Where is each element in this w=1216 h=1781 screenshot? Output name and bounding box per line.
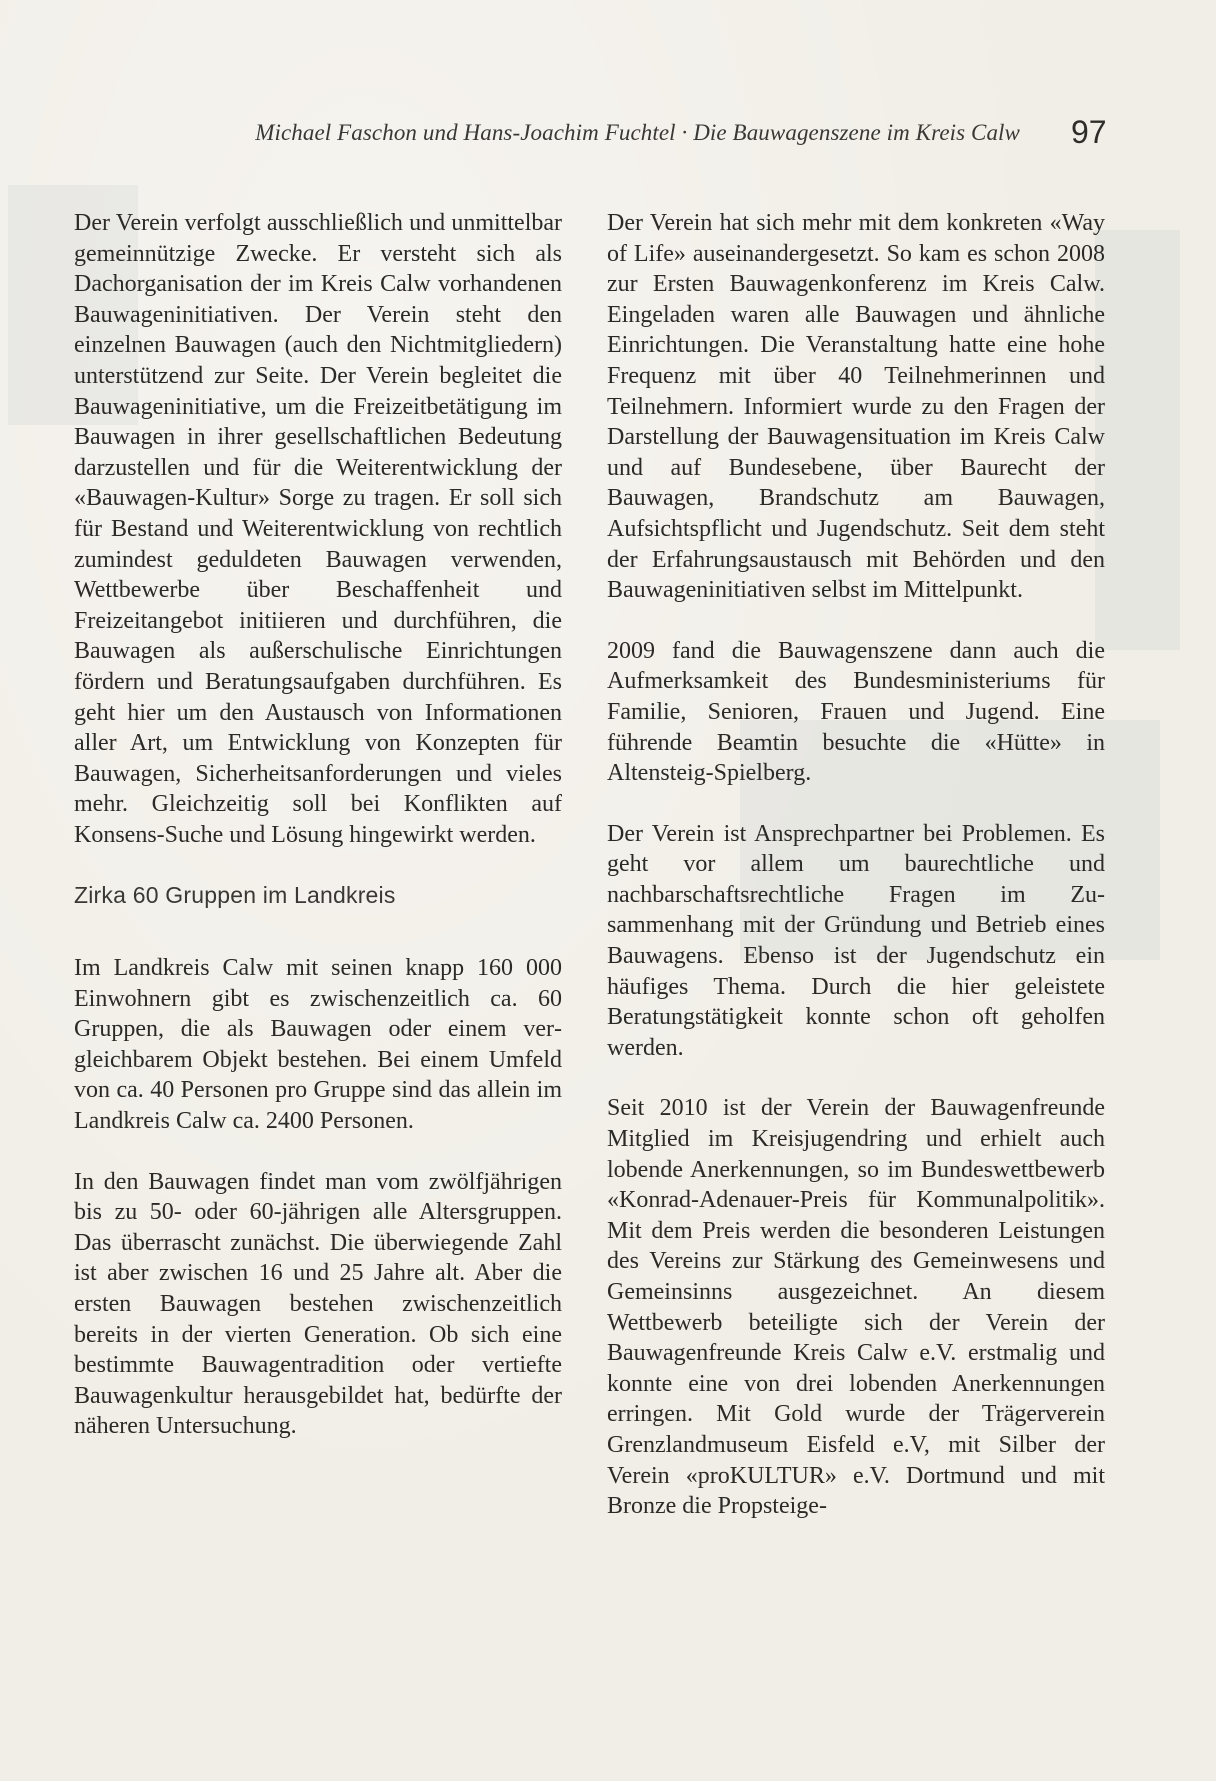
paragraph: Im Landkreis Calw mit seinen knapp 160 000 Einwohnern gibt es zwischenzeitlich ca. 60 Gruppen, die als Bauwagen oder einem vergleichbarem Objekt bestehen. Bei einem Umfeld von ca. 40 Personen pro Gruppe sind das allein im Landkreis Calw ca. 2400 Personen. (74, 955, 562, 1135)
right-column (607, 208, 1105, 1522)
paragraph: Der Verein ist Ansprechpartner bei Problemen. Es geht vor allem um baurechtliche und nachbarschaftsrechtliche Fragen im Zusammenhang mit der Gründung und Betrieb eines Bauwagens. Ebenso ist der Jugendschutz ein häufiges Thema. Durch die hier geleistete Beratungstätigkeit konnte schon oft geholfen werden. (607, 820, 1105, 1061)
running-head: Michael Faschon und Hans-Joachim Fuchtel · Die Bauwagenszene im Kreis Calw (255, 120, 1020, 145)
paragraph: Seit 2010 ist der Verein der Bauwagenfreunde Mitglied im Kreisjugendring und erhielt auch lobende Anerkennungen, so im Bundeswettbewerb «Konrad-Adenauer-Preis für Kommunalpolitik». Mit dem Preis werden die besonderen Leistungen des Vereins zur Stärkung des Gemeinwesens und Gemeinsinns ausgezeichnet. An diesem Wettbewerb beteiligte sich der Verein der Bauwagenfreunde Kreis Calw e.V. erstmalig und konnte eine von drei lobenden Anerkennungen erringen. Mit Gold wurde der Trägerverein Grenzlandmuseum Eisfeld e.V, mit Silber der Verein «proKULTUR» e.V. Dortmund und mit Bronze die Propsteige- (607, 1095, 1105, 1520)
left-column (74, 208, 562, 1442)
page-header (0, 114, 1216, 154)
page-number: 97 (1071, 114, 1107, 150)
paragraph: Der Verein hat sich mehr mit dem konkreten «Way of Life» auseinandergesetzt. So kam es schon 2008 zur Ersten Bauwagenkonferenz im Kreis Calw. Eingeladen waren alle Bauwagen und ähnliche Einrichtungen. Die Veranstaltung hatte eine hohe Frequenz mit über 40 Teilnehmerinnen und Teilnehmern. Informiert wurde zu den Fragen der Darstellung der Bauwagensituation im Kreis Calw und auf Bundesebene, über Baurecht der Bauwagen, Brandschutz am Bauwagen, Aufsichtspflicht und Jugendschutz. Seit dem steht der Erfahrungsaustausch mit Behörden und den Bauwageninitiativen selbst im Mittelpunkt. (607, 210, 1105, 604)
paragraph: 2009 fand die Bauwagenszene dann auch die Aufmerksamkeit des Bundesministeriums für Familie, Senioren, Frauen und Jugend. Eine führende Beamtin besuchte die «Hütte» in Altensteig-Spielberg. (607, 637, 1105, 787)
paragraph: In den Bauwagen findet man vom zwölfjährigen bis zu 50- oder 60-jährigen alle Altersgruppen. Das überrascht zunächst. Die überwiegende Zahl ist aber zwischen 16 und 25 Jahre alt. Aber die ersten Bauwagen bestehen zwischenzeitlich bereits in der vierten Generation. Ob sich eine bestimmte Bauwagentradition oder vertiefte Bauwagenkultur herausgebildet hat, bedürfte der näheren Untersuchung. (74, 1168, 562, 1440)
bleed-through-shadow (1095, 230, 1180, 650)
section-heading: Zirka 60 Gruppen im Landkreis (74, 882, 396, 909)
paragraph: Der Verein verfolgt ausschließlich und unmittelbar gemeinnützige Zwecke. Er versteht sich als Dachorganisation der im Kreis Calw vorhandenen Bauwageninitiativen. Der Verein steht den einzelnen Bauwagen (auch den Nichtmitgliedern) unterstützend zur Seite. Der Verein begleitet die Bauwageninitiative, um die Freizeitbetätigung im Bauwagen in ihrer gesellschaftlichen Bedeutung darzustellen und für die Weiterentwicklung der «Bauwagen-Kultur» Sorge zu tragen. Er soll sich für Bestand und Weiterentwicklung von rechtlich zumindest geduldeten Bauwagen verwenden, Wettbewerbe über Beschaffenheit und Freizeitangebot initiieren und durchführen, die Bauwagen als außerschulische Einrichtungen fördern und Beratungsaufgaben durchführen. Es geht hier um den Austausch von Informationen aller Art, um Entwicklung von Konzepten für Bauwagen, Sicherheitsanforderungen und vieles mehr. Gleichzeitig soll bei Konflikten auf Konsens-Suche und Lösung hingewirkt werden. (74, 210, 562, 848)
